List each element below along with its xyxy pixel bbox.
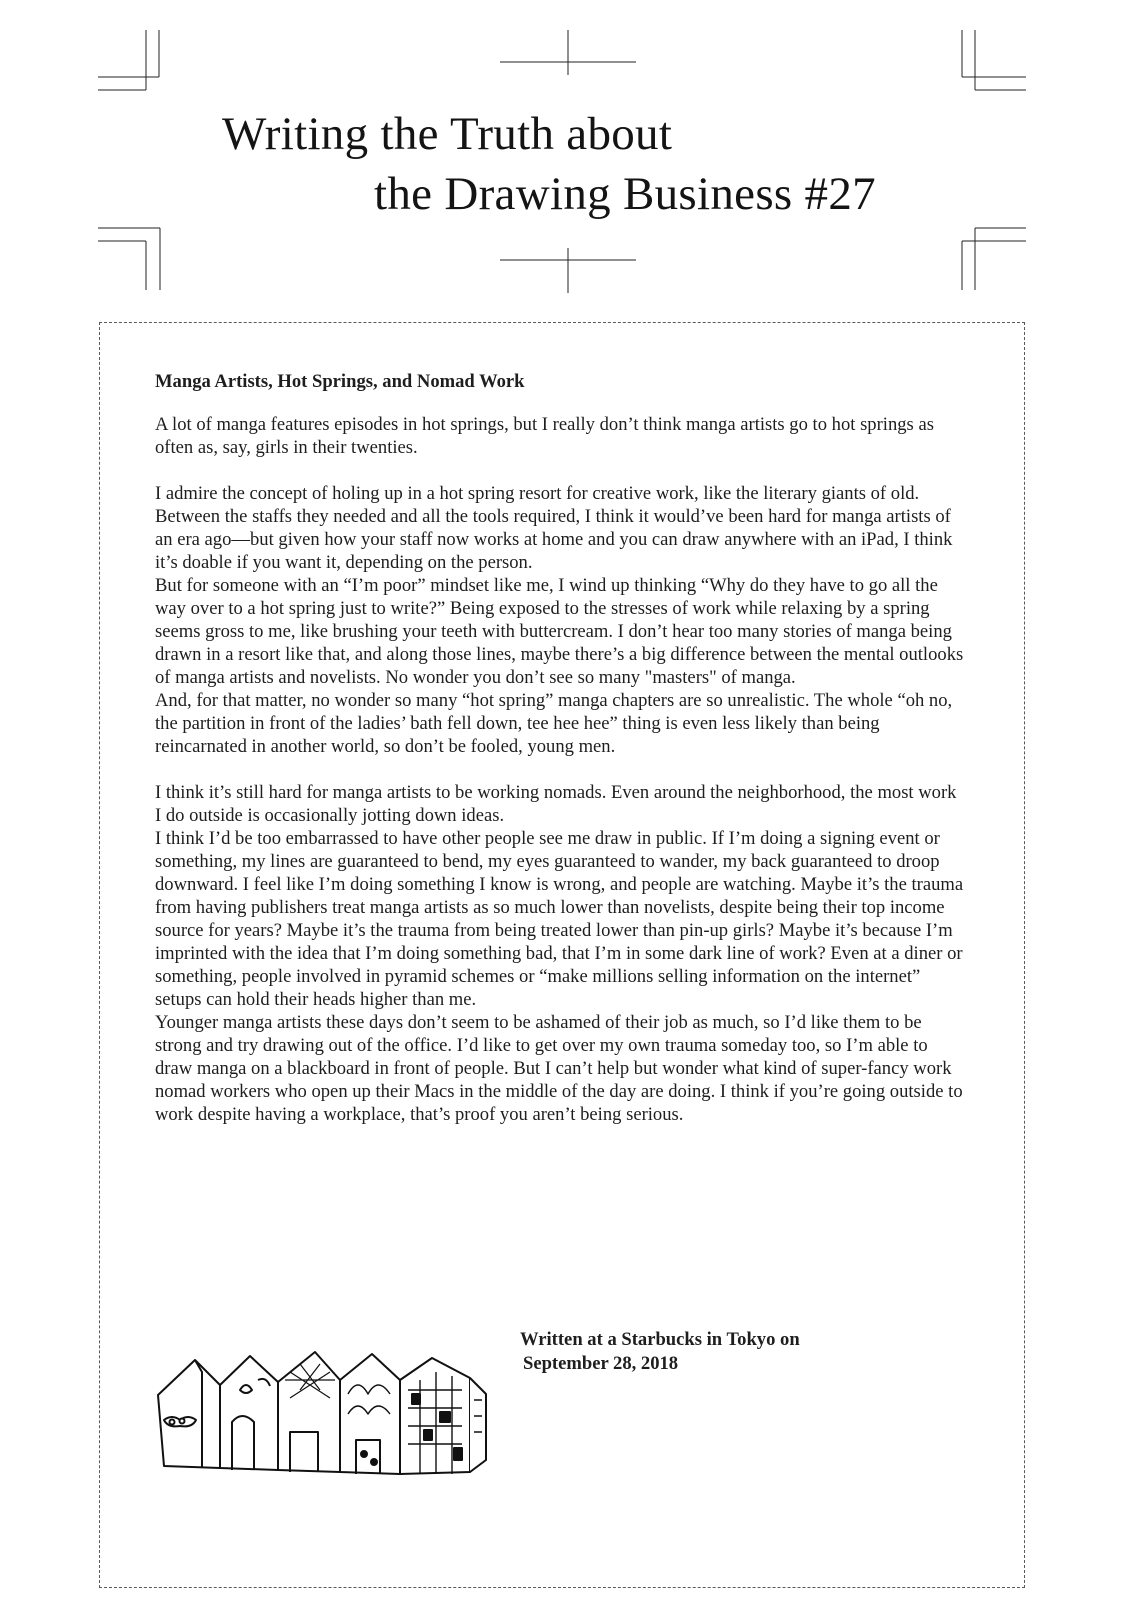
paragraph-7: Younger manga artists these days don’t seem to be ashamed of their job as much, so I’d like them to be strong and try drawing out of the office. I’d like to get over my own trauma someday too, so I’m able to draw manga on a blackboard in front of people. But I can’t help but wonder what kind of super-fancy work nomad workers who open up their Macs in the middle of the day are doing. I think if you’re going outside to work despite having a workplace, that’s proof you aren’t being serious. [155,1012,963,1125]
signoff-line-1: Written at a Starbucks in Tokyo on [520,1329,800,1350]
article-heading: Manga Artists, Hot Springs, and Nomad Work [155,371,525,392]
signoff-date: September 28, 2018 [523,1353,679,1374]
paragraph-3: But for someone with an “I’m poor” mindset like me, I wind up thinking “Why do they have to go all the way over to a hot spring just to write?” Being exposed to the stresses of work while relaxing by a spring seems gross to me, like brushing your teeth with buttercream. I don’t hear too many stories of manga being drawn in a resort like that, and along those lines, maybe there’s a big difference between the mental outlooks of manga artists and novelists. No wonder you don’t see so many "masters" of manga. [155,575,964,688]
paragraph-6: I think I’d be too embarrassed to have other people see me draw in public. If I’m doing a signing event or something, my lines are guaranteed to bend, my eyes guaranteed to wander, my back guaranteed to droop downward. I feel like I’m doing something I know is wrong, and people are watching. Maybe it’s the trauma from having publishers treat manga artists as so much lower than novelists, despite being their top income source for years? Maybe it’s the trauma from being treated lower than pin-up girls? Maybe it’s because I’m imprinted with the idea that I’m doing something bad, that I’m in some dark line of work? Even at a diner or something, people involved in pyramid schemes or “make millions selling information on the internet” setups can hold their heads higher than me. [155,828,964,1010]
paragraph-4: And, for that matter, no wonder so many “hot spring” manga chapters are so unrealistic. The whole “oh no, the partition in front of the ladies’ bath fell down, tee hee hee” thing is even less likely than being reincarnated in another world, so don’t be fooled, young men. [155,690,953,757]
title-line-2: the Drawing Business #27 [374,168,876,220]
paragraph-2: I admire the concept of holing up in a hot spring resort for creative work, like the literary giants of old. Between the staffs they needed and all the tools required, I think it would’ve been hard for manga artists of an era ago—but given how your staff now works at home and you can draw anywhere with an iPad, I think it’s doable if you want it, depending on the person. [155,483,953,573]
title-line-1: Writing the Truth about [222,108,673,160]
row-of-houses-icon [150,1350,495,1490]
signoff [520,1328,800,1376]
paragraph-1: A lot of manga features episodes in hot springs, but I really don’t think manga artists go to hot springs as often as, say, girls in their twenties. [155,414,934,458]
article-body [155,370,965,1126]
page-title [222,104,942,224]
paragraph-5: I think it’s still hard for manga artists to be working nomads. Even around the neighborhood, the most work I do outside is occasionally jotting down ideas. [155,782,957,826]
